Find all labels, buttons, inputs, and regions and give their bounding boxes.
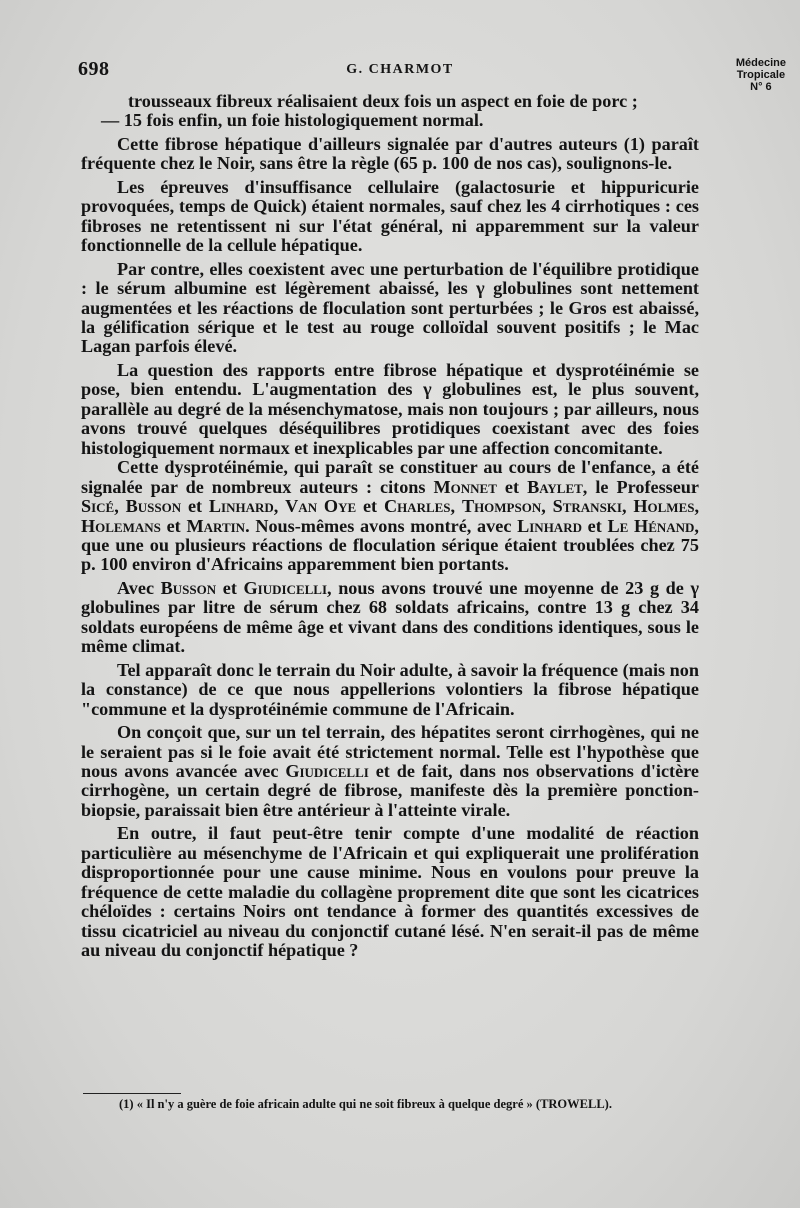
paragraph-on-concoit: On conçoit que, sur un tel terrain, des hépatites seront cirrhogènes, qui ne le seraient pas si le foie avait été strictement normal. Telle est l'hypothèse que nous avons avancée avec Giudicelli et de fait, dans nos observations d'ictère cirrhogène, un certain degré de fibrose, manifeste dès la première ponction-biopsie, paraissait bien être antérieur à l'atteinte virale. — [81, 722, 699, 820]
author-name: Thompson — [461, 496, 542, 517]
author-name: Linhard — [208, 496, 274, 517]
paragraph-en-outre: En outre, il faut peut-être tenir compte d'une modalité de réaction particulière au mésenchyme de l'Africain et qui expliquerait une prolifération disproportionnée pour une cause minime. Nous en voulons pour preuve la fréquence de cette maladie du collagène proprement dite que sont les cicatrices chéloïdes : certains Noirs ont tendance à former des quantités excessives de tissu cicatriciel au niveau du conjonctif cutané lésé. N'en serait-il pas de même au niveau du conjonctif hépatique ? — [81, 823, 699, 961]
journal-tag-line-2: Tropicale — [736, 69, 786, 81]
author-name: Stranski — [552, 496, 622, 517]
journal-tag-line-3: N° 6 — [750, 81, 772, 93]
list-item-dash: — 15 fois enfin, un foie histologiquement normal. — [101, 110, 484, 131]
paragraph-question: La question des rapports entre fibrose hépatique et dysprotéinémie se pose, bien entendu. L'augmentation des γ globulines est, le plus souvent, parallèle au degré de la mésenchymatose, mais non toujours ; par ailleurs, nous avons trouvé quelques déséquilibres protidiques coexistant avec des foies histologiquement normaux et inexplicables par une affection concomitante. — [81, 359, 699, 458]
author-name: Sicé — [81, 496, 115, 517]
body-text — [81, 92, 699, 960]
footnote-text: (1) « Il n'y a guère de foie africain adulte qui ne soit fibreux à quelque degré » — [119, 1097, 533, 1111]
paragraph-terrain: Tel apparaît donc le terrain du Noir adulte, à savoir la fréquence (mais non la constance) de ce que nous appellerions volontiers la fibrose hépatique "commune et la dysprotéinémie commune de l'Africain. — [81, 659, 699, 719]
paragraph-epreuves: Les épreuves d'insuffisance cellulaire (galactosurie et hippuricurie provoquées, temps de Quick) étaient normales, sauf chez les 4 cirrhotiques : ces fibroses ne retentissent ni sur l'état général, ni apparemment sur la valeur fonctionnelle de la cellule hépatique. — [81, 176, 699, 256]
footnote — [83, 1098, 693, 1111]
author-name: Monnet — [433, 476, 497, 497]
journal-tag-line-1: Médecine — [735, 57, 786, 69]
author-name: Martin — [186, 515, 246, 536]
author-name: Le Hénand — [607, 515, 695, 536]
page-number: 698 — [78, 58, 110, 80]
author-name: Charles — [383, 496, 451, 517]
author-name: Holemans — [81, 515, 161, 536]
author-name: Giudicelli — [243, 577, 328, 598]
paragraph-par-contre: Par contre, elles coexistent avec une perturbation de l'équilibre protidique : le sérum albumine est légèrement abaissé, les γ globulines sont nettement augmentées et les réactions de floculation sont perturbées ; le Gros est abaissé, la gélification sérique et le test au rouge colloïdal souvent positifs ; le Mac Lagan parfois élevé. — [81, 258, 699, 357]
author-name: Busson — [160, 577, 217, 598]
author-name: Holmes — [633, 496, 695, 517]
paragraph-avec-busson: Avec Busson et Giudicelli, nous avons trouvé une moyenne de 23 g de γ globulines par litre de sérum chez 68 soldats africains, contre 13 g chez 34 soldats européens de même âge et vivant dans des conditions identiques, sous le même climat. — [81, 577, 699, 657]
author-name: Van Oye — [285, 496, 357, 517]
running-head: G. CHARMOT — [346, 62, 454, 77]
author-name: Baylet — [527, 476, 583, 497]
footnote-divider — [83, 1093, 181, 1094]
journal-tag — [736, 57, 786, 93]
author-name: Giudicelli — [285, 760, 369, 781]
author-name: Linhard — [517, 515, 582, 536]
paragraph-fibrose: Cette fibrose hépatique d'ailleurs signalée par d'autres auteurs (1) paraît fréquente chez le Noir, sans être la règle (65 p. 100 de nos cas), soulignons-le. — [81, 133, 699, 174]
author-name: Busson — [125, 496, 182, 517]
footnote-source: (TROWELL). — [535, 1097, 612, 1111]
paragraph-dysproteinemie: Cette dysprotéinémie, qui paraît se constituer au cours de l'enfance, a été signalée par de nombreux auteurs : citons Monnet et Baylet, le Professeur Sicé, Busson et Linhard, Van Oye et Charles, Thompson, Stranski, Holmes, Holemans et Martin. Nous-mêmes avons montré, avec Linhard et Le Hénand, que une ou plusieurs réactions de floculation sérique étaient troublées chez 75 p. 100 environ d'Africains apparemment bien portants. — [81, 457, 700, 575]
paragraph-continued: trousseaux fibreux réalisaient deux fois un aspect en foie de porc ; — [128, 91, 638, 111]
